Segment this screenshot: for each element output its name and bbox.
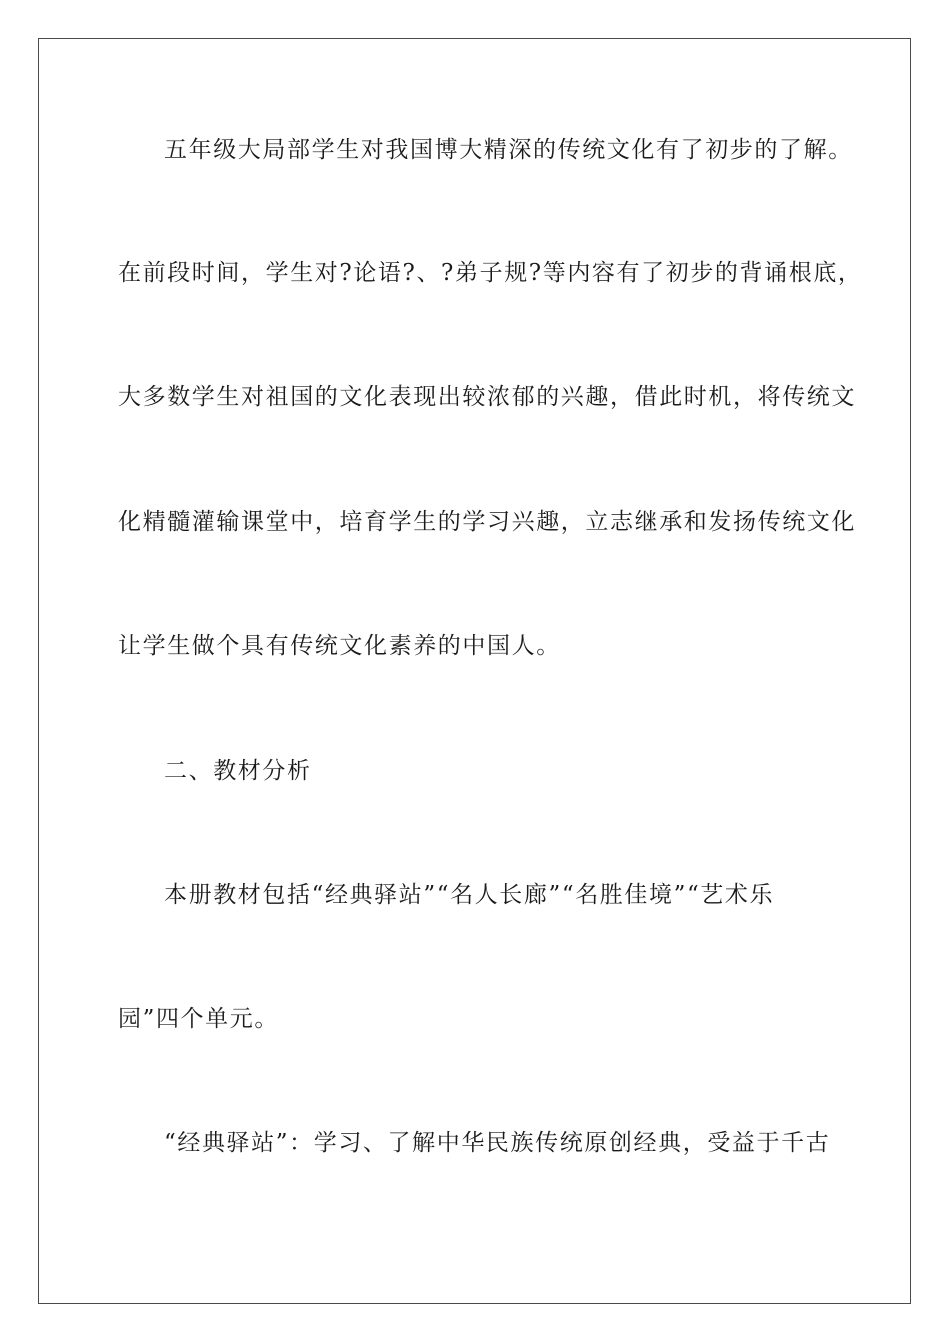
paragraph-1-line-2: 在前段时间，学生对?论语?、?弟子规?等内容有了初步的背诵根底，: [118, 260, 863, 286]
paragraph-2-line-1: 本册教材包括“经典驿站”“名人长廊”“名胜佳境”“艺术乐: [164, 882, 775, 908]
page-border: [38, 38, 911, 1304]
paragraph-2-line-2: 园”四个单元。: [118, 1006, 279, 1032]
paragraph-1-line-5: 让学生做个具有传统文化素养的中国人。: [118, 633, 561, 659]
paragraph-1-line-1: 五年级大局部学生对我国博大精深的传统文化有了初步的了解。: [164, 137, 853, 163]
paragraph-1-line-4: 化精髓灌输课堂中，培育学生的学习兴趣，立志继承和发扬传统文化: [118, 509, 856, 535]
section-heading: 二、教材分析: [164, 758, 312, 784]
paragraph-1-line-3: 大多数学生对祖国的文化表现出较浓郁的兴趣，借此时机，将传统文: [118, 384, 856, 410]
paragraph-3-line-1: “经典驿站”：学习、了解中华民族传统原创经典，受益于千古: [164, 1130, 831, 1156]
